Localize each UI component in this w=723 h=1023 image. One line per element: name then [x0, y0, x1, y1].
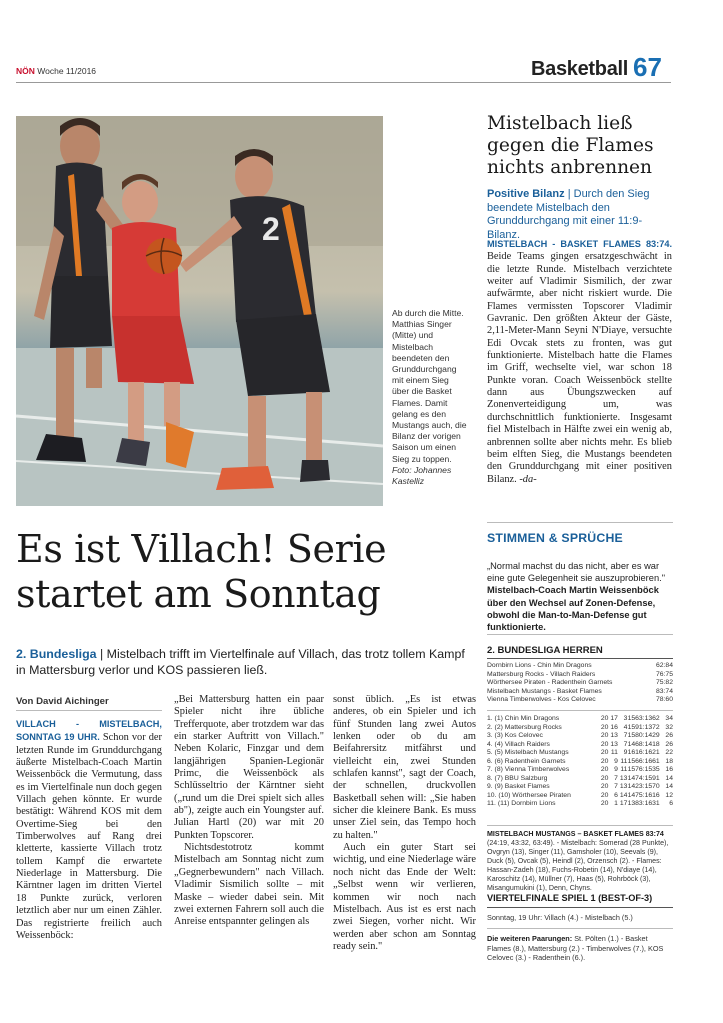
- standings-row: 8. (7) BBU Salzburg 20 7 13 1474:1591 14: [487, 774, 673, 782]
- stimmen-divider: [487, 522, 673, 523]
- box-score: [487, 830, 673, 893]
- standings-row: 6. (6) Radenthein Garnets 20 9 11 1566:1661 18: [487, 757, 673, 765]
- standings-divider: [487, 710, 673, 711]
- column-2-para-1: „Bei Mattersburg hatten ein paar Spieler nicht ihre übliche Trefferquote, aber trotzdem war das ein starker Auftritt von Villach." Neben Kolaric, Finzgar und dem langjährigen Spanien-Legionär Primc, die Weissenböck als Schlüsseltrio der Kärntner sieht („rund um die Drei spielt sich alles ab"), zeigte auch ein Youngster auf. Julian Hartl (20) war mit 20 Punkten Topscorer.: [174, 694, 324, 841]
- photo-credit: Foto: Johannes Kastelliz: [392, 464, 452, 487]
- quarterfinal-pairings: [487, 934, 673, 963]
- pairings-label: Die weiteren Paarungen:: [487, 934, 573, 943]
- standings-row: 3. (3) Kos Celovec 20 13 7 1580:1429 26: [487, 732, 673, 739]
- stimmen-quote: „Normal machst du das nicht, aber es war eine gute Gelegenheit sie auszuprobieren.": [487, 561, 665, 584]
- main-kicker-label: 2. Bundesliga: [16, 647, 97, 661]
- side-article-lead: MISTELBACH - BASKET FLAMES 83:74.: [487, 239, 672, 249]
- brand-logo: NÖN: [16, 66, 35, 76]
- box-score-text: (24:19, 43:32, 63:49). - Mistelbach: Somerad (28 Punkte), Ovgryn (13), Singer (11), Gamsholer (10), Seevals (9), Duck (5), Ovcak (5), Heindl (2), Orzensch (2). - Flames: Hassan-Zadeh (18), Fuchs-Robetin (14), N'diaye (14), Karoschitz (14), Müllner (7), Haas (5), Rohrböck (3), Misangumukini (1), Denn, Chyns.: [487, 839, 669, 892]
- side-article-signature: -da-: [519, 473, 537, 485]
- side-kicker-label: Positive Bilanz: [487, 188, 565, 200]
- result-row: Mattersburg Rocks - Villach Raiders 76:75: [487, 670, 673, 678]
- byline: Von David Aichinger: [16, 696, 109, 707]
- column-3-para-2: Auch ein guter Start sei wichtig, und eine Niederlage wäre noch nicht das Ende der Welt: „Selbst wenn wir verlieren, kommen wir noch nach Mistelbach. Aus ist es erst nach zwei Siegen, vorher nicht. Wir werden aber schon am Sonntag ready sein.": [333, 842, 476, 952]
- basketball: [146, 238, 182, 274]
- standings-row: 4. (4) Villach Raiders 20 13 7 1468:1418 26: [487, 740, 673, 748]
- standings-row: 1. (1) Chin Min Dragons 20 17 3 1563:1362 34: [487, 715, 673, 722]
- standings-row: 9. (9) Basket Flames 20 7 13 1423:1570 14: [487, 783, 673, 790]
- standings-row: 5. (5) Mistelbach Mustangs 20 11 9 1616:1621 22: [487, 749, 673, 756]
- quarterfinal-match: Sonntag, 19 Uhr: Villach (4.) - Mistelbach (5.): [487, 913, 633, 922]
- standings-row: 10. (10) Wörthersee Piraten 20 6 14 1475:1616 12: [487, 791, 673, 799]
- side-article-body: [487, 238, 672, 486]
- jersey-number: 2: [262, 211, 280, 247]
- league-heading-rule: [487, 658, 673, 659]
- header-divider: [16, 82, 671, 83]
- quarterfinal-heading: VIERTELFINALE SPIEL 1 (BEST-OF-3): [487, 893, 653, 903]
- page-number: 67: [633, 52, 662, 82]
- main-headline: Es ist Villach! Serie startet am Sonntag: [16, 527, 387, 616]
- stimmen-attribution: Mistelbach-Coach Martin Weissenböck über den Wechsel auf Zonen-Defense, obwohl die Man-to-Man-Defense gut funktionierte.: [487, 585, 659, 633]
- section-title: Basketball: [531, 58, 629, 80]
- photo-caption: [392, 308, 468, 487]
- standings-row: 7. (8) Vienna Timberwolves 20 9 11 1576:1535 16: [487, 766, 673, 773]
- side-article-title: Mistelbach ließ gegen die Flames nichts anbrennen: [487, 113, 654, 178]
- quarterfinal-divider: [487, 928, 673, 929]
- standings-table: [487, 715, 673, 809]
- side-article-text: Beide Teams gingen ersatzgeschwächt in die letzte Runde. Mistelbach verzichtete weiter auf Vladimir Sismilich, der zwar aufwärmte, aber nicht riskiert wurde. Die Flames vermissten Topscorer Vladimir Gavranic. Den größten Akteur der Gäste, 2,11-Meter-Mann Seyni N'Diaye, versuchte Edi Ovcak stets zu fronten, was gut funktionierte. Mistelbach hatte die Flames im Griff, wechselte viel, war schon 18 Punkte voran. Coach Weissenböck stellte dann aus Übungszwecken auf Zonenverteidigung um, was durchschnittlich funktionierte. Insgesamt fiel Mistelbach in Hälfte zwei ein wenig ab, anbrennen sollte aber nichts mehr. Es blieb beim elften Sieg, die Mustangs beendeten den Grunddurchgang mit einer positiven Bilanz.: [487, 251, 672, 485]
- side-article-kicker: Positive Bilanz | Durch den Sieg beendete Mistelbach den Grunddurchgang mit einer 11:9-Bilanz.: [487, 188, 650, 241]
- result-row: Vienna Timberwolves - Kos Celovec 78:60: [487, 696, 673, 704]
- article-column-3: [333, 694, 476, 953]
- column-1-text: Schon vor der letzten Runde im Grunddurchgang äußerte Mistelbach-Coach Martin Weissenböck die Vermutung, dass es im Viertelfinale nun doch gegen Villach gehen könnte. Er wurde bestätigt: Während KOS mit dem Overtime-Sieg bei den Timberwolves auf Rang drei kletterte, kassierte Villach trotz tollem Kampf die erwartete Niederlage in Mattersburg. Die Kärntner lagen im dritten Viertel 18 Punkte zurück, verloren letztlich aber nur um einen Zähler. Das registrierte freilich auch Weissenböck:: [16, 732, 162, 941]
- side-kicker-text: Durch den Sieg beendete Mistelbach den Grunddurchgang mit einer 11:9-Bilanz.: [487, 188, 650, 241]
- box-score-title: MISTELBACH MUSTANGS – BASKET FLAMES 83:74: [487, 830, 664, 838]
- standings-row: 11. (11) Dornbirn Lions 20 1 17 1383:1631 6: [487, 800, 673, 807]
- result-row: Wörthersee Piraten - Radenthein Garnets 75:82: [487, 679, 673, 687]
- issue-label: Woche 11/2016: [37, 66, 97, 76]
- article-column-1: [16, 718, 162, 942]
- issue-line: [16, 66, 96, 76]
- result-row: Dornbirn Lions - Chin Min Dragons 62:84: [487, 662, 673, 669]
- league-heading: 2. BUNDESLIGA HERREN: [487, 645, 603, 656]
- column-2-para-2: Nichtsdestotrotz kommt Mistelbach am Sonntag nicht zum „Gegnerbewundern" nach Villach. Vladimir Sismilich sollte – mit Maske – wieder dabei sein. Mit zwei externen Fahrern soll auch die Anreise entspannter gelingen als: [174, 842, 324, 928]
- pairings-text: St. Pölten (1.) - Basket Flames (8.), Mattersburg (2.) - Timberwolves (7.), KOS Celovec (3.) - Radenthein (6.).: [487, 934, 664, 963]
- stimmen-heading: STIMMEN & SPRÜCHE: [487, 531, 623, 545]
- caption-text: Ab durch die Mitte. Matthias Singer (Mitte) und Mistelbach beendeten den Grunddurchgang mit einem Sieg über die Basket Flames. Damit gelang es den Mustangs auch, die Bilanz der vorigen Saison um einen Sieg zu toppen.: [392, 308, 467, 464]
- column-3-para-1: sonst üblich. „Es ist etwas anderes, ob ein Spieler und ich fünf Stunden lang zwei Autos lenken oder ob du am Beifahrersitz mitfährst und vielleicht ein, zwei Stunden schlafen kannst", sagt der Coach, der schnellen, druckvollen Basketball sehen will: „Sie haben sicher die kleinere Bank. Es muss unser Ziel sein, das Tempo hoch zu halten.": [333, 694, 476, 841]
- league-divider: [487, 634, 673, 635]
- byline-rule: [16, 710, 162, 711]
- main-kicker-text: Mistelbach trifft im Viertelfinale auf Villach, das trotz tollem Kampf in Mattersburg verlor und KOS passieren ließ.: [16, 647, 465, 677]
- quarterfinal-rule: [487, 907, 673, 908]
- standings-row: 2. (2) Mattersburg Rocks 20 16 4 1591:1372 32: [487, 723, 673, 731]
- result-row: Mistelbach Mustangs - Basket Flames 83:74: [487, 687, 673, 695]
- stimmen-quote-block: [487, 560, 673, 633]
- main-article-lead: VILLACH - MISTELBACH, SONNTAG 19 UHR.: [16, 719, 162, 743]
- boxscore-divider: [487, 825, 673, 826]
- article-column-2: [174, 694, 324, 929]
- results-list: [487, 662, 673, 705]
- game-photo: [16, 116, 383, 506]
- main-kicker: 2. Bundesliga | Mistelbach trifft im Viertelfinale auf Villach, das trotz tollem Kampf in Mattersburg verlor und KOS passieren ließ.: [16, 647, 465, 677]
